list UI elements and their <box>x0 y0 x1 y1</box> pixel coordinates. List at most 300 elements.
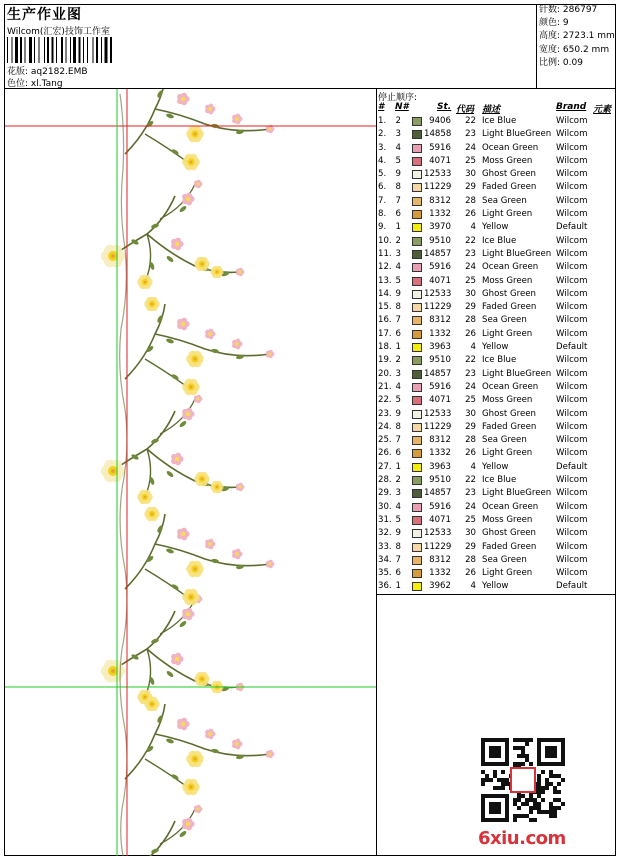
stop-row <box>378 354 616 367</box>
row-index: 36. <box>378 581 392 592</box>
row-brand: Wilcom <box>556 475 588 486</box>
thread-color-swatch <box>412 303 422 312</box>
row-brand: Default <box>556 581 588 592</box>
header-left <box>4 4 536 88</box>
row-index: 13. <box>378 275 392 286</box>
row-stitches: 5916 <box>429 262 451 273</box>
thread-color-swatch <box>412 449 422 458</box>
row-index: 7. <box>378 195 387 206</box>
row-brand: Wilcom <box>556 568 588 579</box>
stop-row <box>378 301 616 314</box>
row-description: Moss Green <box>482 514 533 525</box>
row-description: Yellow <box>482 342 509 353</box>
row-needle: 7 <box>395 315 401 326</box>
row-code: 4 <box>470 581 476 592</box>
row-description: Sea Green <box>482 315 527 326</box>
design-preview <box>5 89 376 856</box>
stop-row <box>378 368 616 381</box>
row-description: Faded Green <box>482 182 537 193</box>
row-brand: Wilcom <box>556 248 588 259</box>
row-index: 10. <box>378 235 392 246</box>
row-index: 23. <box>378 408 392 419</box>
row-needle: 3 <box>395 248 401 259</box>
row-code: 29 <box>465 302 476 313</box>
row-stitches: 1332 <box>429 448 451 459</box>
thread-color-swatch <box>412 356 422 365</box>
row-brand: Wilcom <box>556 195 588 206</box>
row-stitches: 3962 <box>429 581 451 592</box>
row-brand: Wilcom <box>556 302 588 313</box>
flower <box>235 552 239 556</box>
row-stitches: 11229 <box>424 541 452 552</box>
row-stitches: 12533 <box>424 169 452 180</box>
row-index: 1. <box>378 116 387 126</box>
row-code: 29 <box>465 182 476 193</box>
row-index: 9. <box>378 222 387 233</box>
stop-row <box>378 328 616 341</box>
flower <box>239 271 242 274</box>
thread-color-swatch <box>412 569 422 578</box>
row-needle: 3 <box>395 129 401 140</box>
stop-row <box>378 541 616 554</box>
row-description: Ocean Green <box>482 501 539 512</box>
row-description: Light BlueGreen <box>482 129 552 140</box>
row-index: 34. <box>378 554 392 565</box>
stop-row <box>378 554 616 567</box>
qr-code <box>481 738 565 822</box>
row-needle: 2 <box>395 475 401 486</box>
row-description: Sea Green <box>482 435 527 446</box>
flower <box>235 117 239 121</box>
leaf <box>179 620 188 628</box>
row-description: Light Green <box>482 328 533 339</box>
stop-sequence-list <box>378 115 616 594</box>
thread-color-swatch <box>412 183 422 192</box>
flower <box>269 353 272 356</box>
row-brand: Default <box>556 342 588 353</box>
row-description: Ice Blue <box>482 475 517 486</box>
row-code: 26 <box>465 448 476 459</box>
flower <box>186 822 190 826</box>
row-needle: 5 <box>395 275 401 286</box>
row-needle: 7 <box>395 195 401 206</box>
row-brand: Wilcom <box>556 328 588 339</box>
row-code: 24 <box>465 142 476 153</box>
stop-row <box>378 142 616 155</box>
row-description: Moss Green <box>482 275 533 286</box>
row-brand: Wilcom <box>556 395 588 406</box>
row-code: 24 <box>465 381 476 392</box>
row-description: Faded Green <box>482 302 537 313</box>
row-brand: Wilcom <box>556 448 588 459</box>
row-description: Ghost Green <box>482 408 536 419</box>
stop-row <box>378 128 616 141</box>
row-brand: Wilcom <box>556 554 588 565</box>
row-brand: Wilcom <box>556 501 588 512</box>
row-brand: Wilcom <box>556 288 588 299</box>
row-needle: 8 <box>395 421 401 432</box>
row-index: 27. <box>378 461 392 472</box>
row-code: 28 <box>465 554 476 565</box>
row-code: 23 <box>465 368 476 379</box>
row-needle: 5 <box>395 155 401 166</box>
flower <box>235 342 239 346</box>
stat-stitches: 针数: 286797 <box>539 5 598 15</box>
row-stitches: 9510 <box>429 235 451 246</box>
row-code: 24 <box>465 262 476 273</box>
row-stitches: 5916 <box>429 142 451 153</box>
row-index: 4. <box>378 155 387 166</box>
flower <box>235 742 239 746</box>
row-index: 19. <box>378 355 392 366</box>
flower <box>175 242 179 246</box>
row-code: 28 <box>465 195 476 206</box>
row-description: Sea Green <box>482 554 527 565</box>
row-description: Ghost Green <box>482 288 536 299</box>
row-stitches: 14857 <box>424 248 452 259</box>
row-needle: 1 <box>395 222 401 233</box>
flower <box>181 722 185 726</box>
page-title: 生产作业图 <box>7 7 82 23</box>
flower <box>197 183 200 186</box>
thread-color-swatch <box>412 370 422 379</box>
row-description: Ice Blue <box>482 116 517 126</box>
row-needle: 2 <box>395 355 401 366</box>
row-description: Light Green <box>482 568 533 579</box>
stem <box>112 611 175 671</box>
row-index: 28. <box>378 475 392 486</box>
stop-row <box>378 394 616 407</box>
thread-color-swatch <box>412 223 422 232</box>
row-description: Ocean Green <box>482 381 539 392</box>
stop-row <box>378 501 616 514</box>
row-index: 15. <box>378 302 392 313</box>
row-needle: 1 <box>395 581 401 592</box>
col-header-needle: N# <box>395 102 409 112</box>
row-needle: 9 <box>395 288 401 299</box>
row-stitches: 14858 <box>424 129 452 140</box>
row-needle: 4 <box>395 501 401 512</box>
row-code: 26 <box>465 209 476 220</box>
stop-row <box>378 381 616 394</box>
row-needle: 1 <box>395 342 401 353</box>
row-description: Light Green <box>482 448 533 459</box>
flower <box>186 412 190 416</box>
flower <box>269 128 272 131</box>
row-brand: Wilcom <box>556 488 588 499</box>
row-description: Light BlueGreen <box>482 488 552 499</box>
stem <box>112 411 175 471</box>
row-stitches: 3970 <box>429 222 451 233</box>
row-stitches: 11229 <box>424 421 452 432</box>
thread-color-swatch <box>412 410 422 419</box>
thread-color-swatch <box>412 556 422 565</box>
row-stitches: 12533 <box>424 528 452 539</box>
row-index: 29. <box>378 488 392 499</box>
row-code: 26 <box>465 568 476 579</box>
stop-row <box>378 567 616 580</box>
row-needle: 2 <box>395 116 401 126</box>
row-stitches: 9510 <box>429 475 451 486</box>
stat-colors: 颜色: 9 <box>539 18 569 29</box>
row-index: 17. <box>378 328 392 339</box>
stat-width: 宽度: 650.2 mm <box>539 44 610 55</box>
row-description: Faded Green <box>482 541 537 552</box>
thread-color-swatch <box>412 290 422 299</box>
row-description: Faded Green <box>482 421 537 432</box>
stat-height: 高度: 2723.1 mm <box>539 31 615 42</box>
row-needle: 9 <box>395 528 401 539</box>
stop-row <box>378 155 616 168</box>
row-needle: 5 <box>395 395 401 406</box>
row-brand: Wilcom <box>556 381 588 392</box>
row-brand: Wilcom <box>556 514 588 525</box>
row-needle: 7 <box>395 554 401 565</box>
row-stitches: 9510 <box>429 355 451 366</box>
thread-color-swatch <box>412 436 422 445</box>
row-brand: Wilcom <box>556 435 588 446</box>
stop-row <box>378 461 616 474</box>
row-index: 20. <box>378 368 392 379</box>
row-index: 18. <box>378 342 392 353</box>
row-needle: 6 <box>395 568 401 579</box>
row-description: Ocean Green <box>482 142 539 153</box>
thread-color-swatch <box>412 529 422 538</box>
row-code: 24 <box>465 501 476 512</box>
stop-row <box>378 408 616 421</box>
row-code: 22 <box>465 355 476 366</box>
row-description: Light Green <box>482 209 533 220</box>
flower <box>181 97 185 101</box>
flower <box>181 322 185 326</box>
stop-row <box>378 195 616 208</box>
row-code: 23 <box>465 488 476 499</box>
row-description: Yellow <box>482 461 509 472</box>
thread-color-swatch <box>412 210 422 219</box>
barcode <box>7 37 133 63</box>
color-position-value: xl.Tang <box>30 79 63 89</box>
flower <box>208 732 212 736</box>
row-needle: 3 <box>395 488 401 499</box>
row-needle: 4 <box>395 381 401 392</box>
row-code: 22 <box>465 475 476 486</box>
row-code: 28 <box>465 435 476 446</box>
row-stitches: 8312 <box>429 195 451 206</box>
leaf <box>179 830 188 838</box>
row-description: Ice Blue <box>482 355 517 366</box>
row-index: 5. <box>378 169 387 180</box>
stop-sequence-title: 停止顺序: <box>378 93 418 103</box>
thread-color-swatch <box>412 316 422 325</box>
stem <box>125 89 165 154</box>
row-brand: Wilcom <box>556 169 588 180</box>
row-brand: Wilcom <box>556 528 588 539</box>
design-file-label: 花版: <box>7 67 29 77</box>
thread-color-swatch <box>412 250 422 259</box>
thread-color-swatch <box>412 543 422 552</box>
row-code: 30 <box>465 169 476 180</box>
row-stitches: 5916 <box>429 381 451 392</box>
row-brand: Wilcom <box>556 421 588 432</box>
row-code: 25 <box>465 514 476 525</box>
flower <box>208 332 212 336</box>
row-code: 4 <box>470 461 476 472</box>
row-brand: Wilcom <box>556 275 588 286</box>
table-bottom-divider <box>376 594 616 595</box>
stop-row <box>378 115 616 128</box>
row-code: 23 <box>465 248 476 259</box>
row-code: 25 <box>465 275 476 286</box>
row-index: 11. <box>378 248 392 259</box>
row-needle: 9 <box>395 169 401 180</box>
row-index: 35. <box>378 568 392 579</box>
stop-row <box>378 580 616 593</box>
thread-color-swatch <box>412 423 422 432</box>
row-code: 30 <box>465 528 476 539</box>
row-description: Ice Blue <box>482 235 517 246</box>
stem <box>145 234 151 282</box>
row-needle: 9 <box>395 408 401 419</box>
thread-color-swatch <box>412 396 422 405</box>
row-description: Ocean Green <box>482 262 539 273</box>
row-stitches: 14857 <box>424 488 452 499</box>
stop-row <box>378 341 616 354</box>
row-stitches: 12533 <box>424 288 452 299</box>
stop-row <box>378 248 616 261</box>
leaf <box>166 255 175 263</box>
row-description: Ghost Green <box>482 528 536 539</box>
row-description: Light BlueGreen <box>482 368 552 379</box>
thread-color-swatch <box>412 489 422 498</box>
design-file-value: aq2182.EMB <box>30 67 88 77</box>
row-description: Moss Green <box>482 395 533 406</box>
row-stitches: 4071 <box>429 155 451 166</box>
row-code: 22 <box>465 235 476 246</box>
row-index: 2. <box>378 129 387 140</box>
row-stitches: 3963 <box>429 342 451 353</box>
thread-color-swatch <box>412 277 422 286</box>
row-stitches: 1332 <box>429 568 451 579</box>
row-brand: Wilcom <box>556 155 588 166</box>
stop-row <box>378 208 616 221</box>
row-needle: 8 <box>395 182 401 193</box>
row-stitches: 4071 <box>429 514 451 525</box>
row-brand: Wilcom <box>556 142 588 153</box>
row-needle: 3 <box>395 368 401 379</box>
stem <box>147 449 240 487</box>
row-brand: Wilcom <box>556 541 588 552</box>
stop-row <box>378 487 616 500</box>
stop-row <box>378 221 616 234</box>
row-index: 14. <box>378 288 392 299</box>
flower <box>208 542 212 546</box>
thread-color-swatch <box>412 516 422 525</box>
leaf <box>179 205 188 213</box>
row-index: 16. <box>378 315 392 326</box>
embroidery-preview <box>5 89 376 856</box>
thread-color-swatch <box>412 582 422 591</box>
flower <box>175 457 179 461</box>
stats-panel <box>536 4 616 88</box>
row-index: 33. <box>378 541 392 552</box>
stop-row <box>378 434 616 447</box>
thread-color-swatch <box>412 463 422 472</box>
row-description: Ghost Green <box>482 169 536 180</box>
thread-color-swatch <box>412 117 422 126</box>
row-index: 6. <box>378 182 387 193</box>
row-stitches: 8312 <box>429 435 451 446</box>
flower <box>175 657 179 661</box>
row-stitches: 9406 <box>429 116 451 126</box>
thread-color-swatch <box>412 476 422 485</box>
row-code: 25 <box>465 155 476 166</box>
row-description: Moss Green <box>482 155 533 166</box>
row-needle: 1 <box>395 461 401 472</box>
row-code: 29 <box>465 541 476 552</box>
row-index: 24. <box>378 421 392 432</box>
row-stitches: 5916 <box>429 501 451 512</box>
stop-row <box>378 421 616 434</box>
row-stitches: 11229 <box>424 182 452 193</box>
flower <box>239 486 242 489</box>
row-description: Sea Green <box>482 195 527 206</box>
thread-color-swatch <box>412 383 422 392</box>
row-brand: Wilcom <box>556 408 588 419</box>
flower <box>186 197 190 201</box>
row-description: Yellow <box>482 222 509 233</box>
row-index: 22. <box>378 395 392 406</box>
row-stitches: 8312 <box>429 315 451 326</box>
row-brand: Wilcom <box>556 129 588 140</box>
row-brand: Wilcom <box>556 235 588 246</box>
row-brand: Default <box>556 222 588 233</box>
site-logo: 6xiu.com <box>478 828 566 849</box>
row-stitches: 12533 <box>424 408 452 419</box>
row-code: 4 <box>470 222 476 233</box>
row-brand: Wilcom <box>556 209 588 220</box>
row-brand: Wilcom <box>556 116 588 126</box>
column-divider <box>376 88 377 856</box>
row-stitches: 4071 <box>429 395 451 406</box>
stat-scale: 比例: 0.09 <box>539 57 583 68</box>
col-header-brand: Brand <box>556 102 587 112</box>
row-index: 31. <box>378 514 392 525</box>
row-brand: Wilcom <box>556 315 588 326</box>
flower <box>197 808 200 811</box>
row-code: 22 <box>465 116 476 126</box>
stop-row <box>378 168 616 181</box>
stop-row <box>378 474 616 487</box>
flower <box>186 612 190 616</box>
thread-color-swatch <box>412 170 422 179</box>
row-stitches: 1332 <box>429 328 451 339</box>
row-brand: Wilcom <box>556 355 588 366</box>
stem <box>147 649 240 687</box>
flower <box>197 398 200 401</box>
thread-color-swatch <box>412 144 422 153</box>
stem <box>145 449 151 497</box>
stop-row <box>378 275 616 288</box>
row-needle: 2 <box>395 235 401 246</box>
stem <box>145 649 151 697</box>
leaf <box>166 670 175 678</box>
row-stitches: 14857 <box>424 368 452 379</box>
flower <box>208 107 212 111</box>
thread-color-swatch <box>412 157 422 166</box>
row-stitches: 8312 <box>429 554 451 565</box>
row-brand: Default <box>556 461 588 472</box>
stop-row <box>378 235 616 248</box>
